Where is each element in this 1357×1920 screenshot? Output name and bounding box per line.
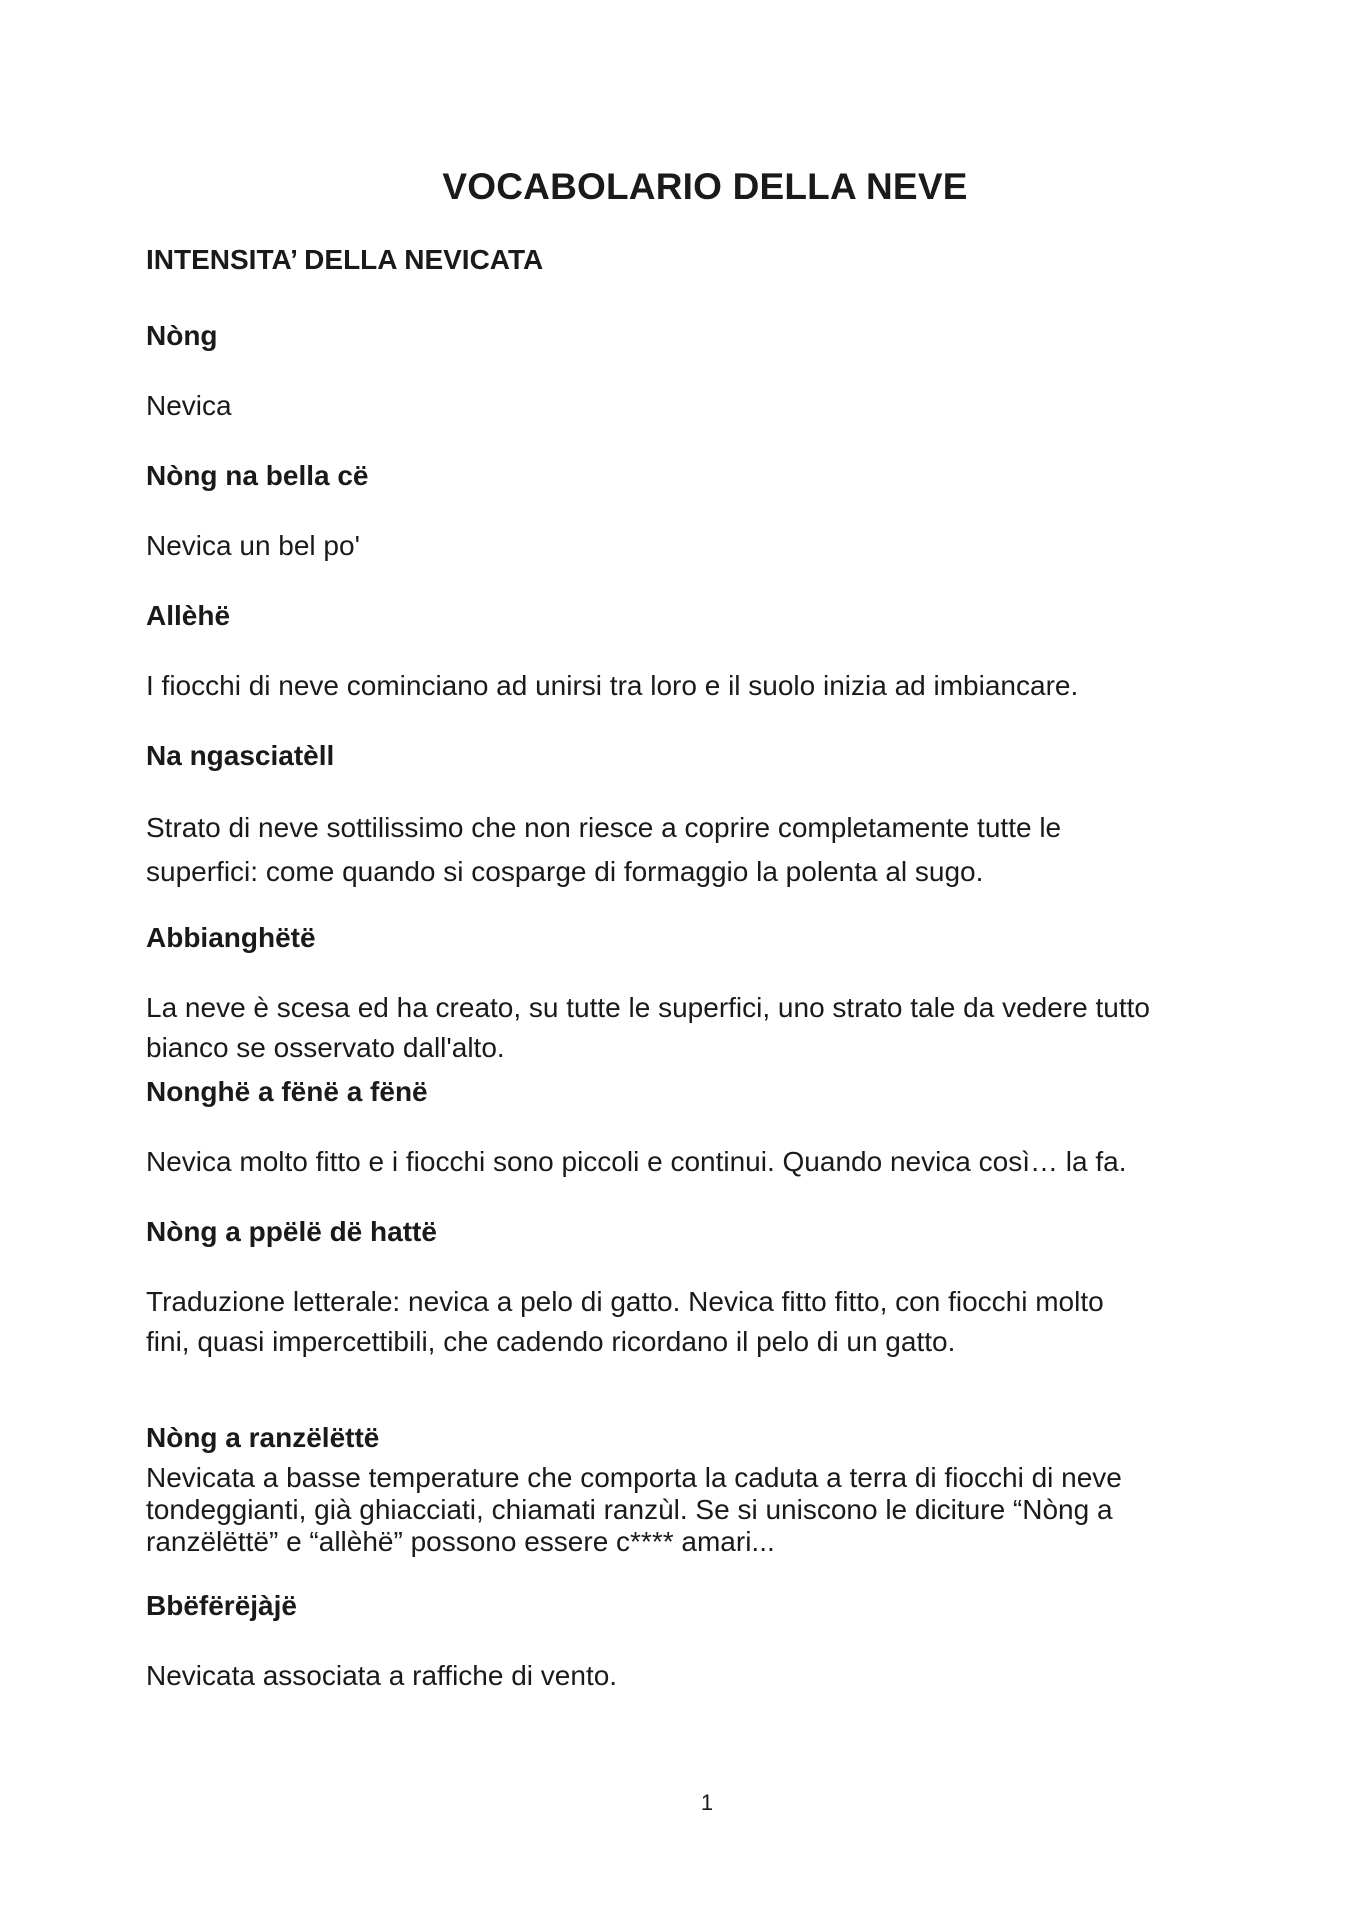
- definition-line: Strato di neve sottilissimo che non riesce a coprire completamente tutte le: [146, 812, 1062, 843]
- entry-term: Allèhë: [146, 600, 231, 631]
- entry-definition: [146, 1282, 1226, 1362]
- definition-line: Nevicata a basse temperature che comporta la caduta a terra di fiocchi di neve: [146, 1462, 1122, 1493]
- entry-term: Na ngasciatèll: [146, 740, 335, 771]
- entry-definition: [146, 1462, 1226, 1558]
- entry-term: Nòng na bella cë: [146, 460, 369, 491]
- entry-term: Nonghë a fënë a fënë: [146, 1076, 428, 1107]
- definition-line: bianco se osservato dall'alto.: [146, 1032, 505, 1063]
- entry-term: Nòng a ranzëlëttë: [146, 1422, 380, 1453]
- section-title: INTENSITA’ DELLA NEVICATA: [146, 244, 544, 275]
- entry-definition: Nevica un bel po': [146, 530, 360, 561]
- entry-term: Abbianghëtë: [146, 922, 316, 953]
- document-body: [146, 240, 1226, 1726]
- entry-term: Nòng: [146, 320, 218, 351]
- entry-definition: I fiocchi di neve cominciano ad unirsi tra loro e il suolo inizia ad imbiancare.: [146, 670, 1079, 701]
- entry-definition: [146, 806, 1226, 894]
- entry-term: Nòng a ppëlë dë hattë: [146, 1216, 437, 1247]
- definition-line: superfici: come quando si cosparge di formaggio la polenta al sugo.: [146, 856, 984, 887]
- definition-line: ranzëlëttë” e “allèhë” possono essere c**** amari...: [146, 1526, 775, 1557]
- definition-line: fini, quasi impercettibili, che cadendo ricordano il pelo di un gatto.: [146, 1326, 956, 1357]
- page-number: 1: [700, 1790, 714, 1815]
- entry-definition: Nevica molto fitto e i fiocchi sono piccoli e continui. Quando nevica così… la fa.: [146, 1146, 1127, 1177]
- entry-term: Bbëfërëjàjë: [146, 1590, 297, 1621]
- document-title: VOCABOLARIO DELLA NEVE: [442, 166, 968, 207]
- entry-definition: Nevicata associata a raffiche di vento.: [146, 1660, 618, 1691]
- entry-definition: Nevica: [146, 390, 232, 421]
- definition-line: La neve è scesa ed ha creato, su tutte le superfici, uno strato tale da vedere tutto: [146, 992, 1150, 1023]
- definition-line: Traduzione letterale: nevica a pelo di gatto. Nevica fitto fitto, con fiocchi molto: [146, 1286, 1104, 1317]
- definition-line: tondeggianti, già ghiacciati, chiamati ranzùl. Se si uniscono le diciture “Nòng a: [146, 1494, 1113, 1525]
- entry-definition: [146, 988, 1226, 1068]
